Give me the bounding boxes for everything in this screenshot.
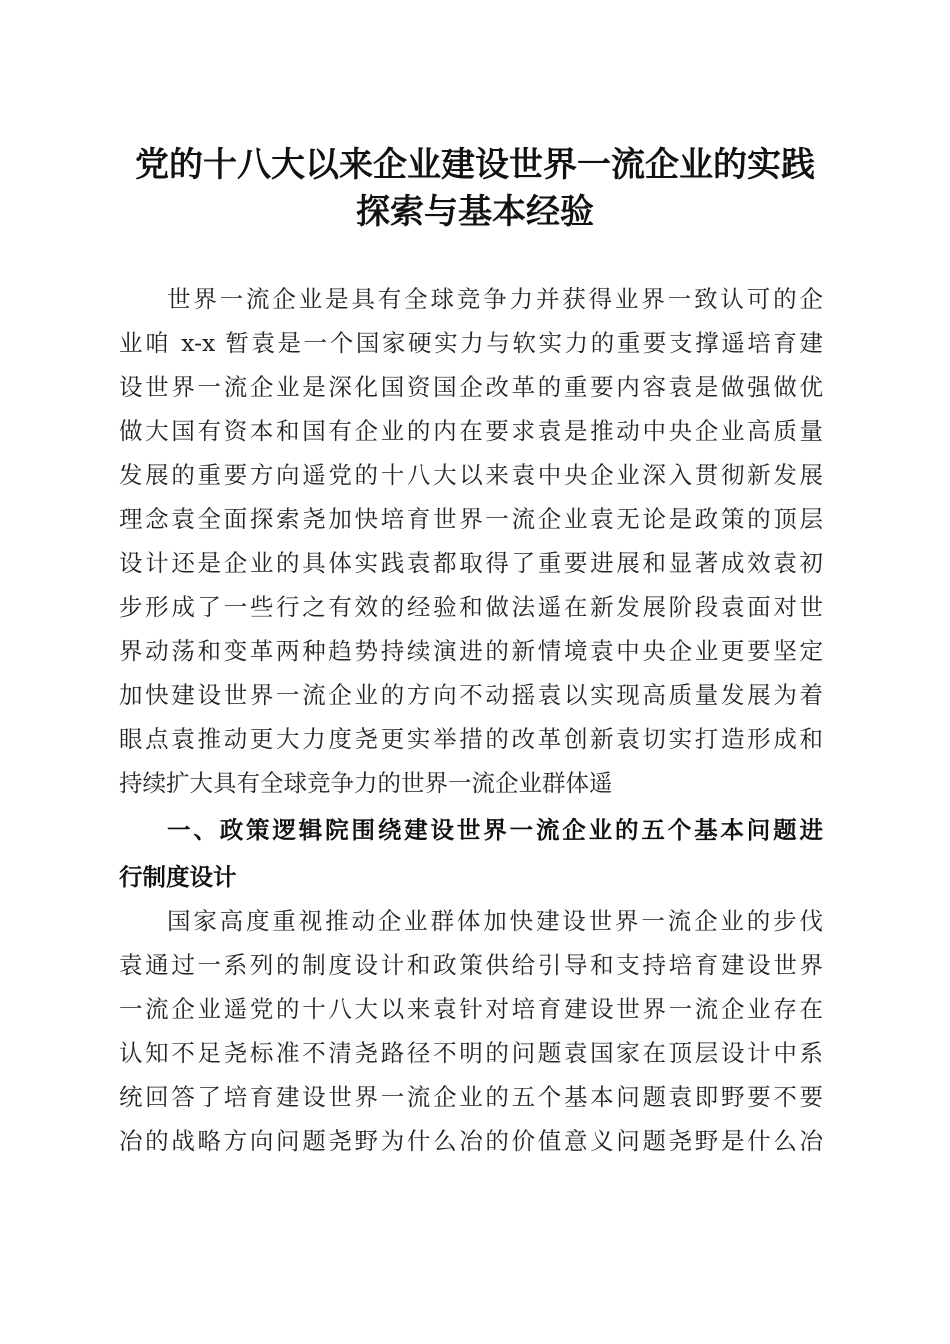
- paragraph-line: 袁通过一系列的制度设计和政策供给引导和支持培育建设世界: [119, 951, 823, 979]
- paragraph-line: 冶的战略方向问题尧野为什么冶的价值意义问题尧野是什么冶: [119, 1127, 823, 1155]
- paragraph-line: 持续扩大具有全球竞争力的世界一流企业群体遥: [119, 769, 613, 797]
- paragraph-line: 一流企业遥党的十八大以来袁针对培育建设世界一流企业存在: [119, 995, 823, 1023]
- paragraph-line: 做大国有资本和国有企业的内在要求袁是推动中央企业高质量: [119, 417, 823, 445]
- paragraph-line: 设计还是企业的具体实践袁都取得了重要进展和显著成效袁初: [119, 549, 823, 577]
- paragraph-line: 发展的重要方向遥党的十八大以来袁中央企业深入贯彻新发展: [119, 461, 823, 489]
- paragraph-line: 世界一流企业是具有全球竞争力并获得业界一致认可的企: [167, 285, 823, 313]
- paragraph-line: 认知不足尧标准不清尧路径不明的问题袁国家在顶层设计中系: [119, 1039, 823, 1067]
- paragraph-line: 国家高度重视推动企业群体加快建设世界一流企业的步伐: [167, 907, 823, 935]
- section-heading-line-2: 行制度设计: [119, 863, 237, 891]
- paragraph-line: 业咱 x-x 暂袁是一个国家硬实力与软实力的重要支撑遥培育建: [119, 329, 823, 357]
- paragraph-line: 设世界一流企业是深化国资国企改革的重要内容袁是做强做优: [119, 373, 823, 401]
- document-title-line-2: 探索与基本经验: [356, 192, 594, 232]
- document-title-line-1: 党的十八大以来企业建设世界一流企业的实践: [135, 145, 815, 185]
- paragraph-line: 界动荡和变革两种趋势持续演进的新情境袁中央企业更要坚定: [119, 637, 823, 665]
- paragraph-line: 理念袁全面探索尧加快培育世界一流企业袁无论是政策的顶层: [119, 505, 823, 533]
- paragraph-line: 加快建设世界一流企业的方向不动摇袁以实现高质量发展为着: [119, 681, 823, 709]
- paragraph-line: 眼点袁推动更大力度尧更实举措的改革创新袁切实打造形成和: [119, 725, 823, 753]
- section-heading-line-1: 一、政策逻辑院围绕建设世界一流企业的五个基本问题进: [167, 816, 823, 844]
- paragraph-line: 步形成了一些行之有效的经验和做法遥在新发展阶段袁面对世: [119, 593, 823, 621]
- paragraph-line: 统回答了培育建设世界一流企业的五个基本问题袁即野要不要: [119, 1083, 823, 1111]
